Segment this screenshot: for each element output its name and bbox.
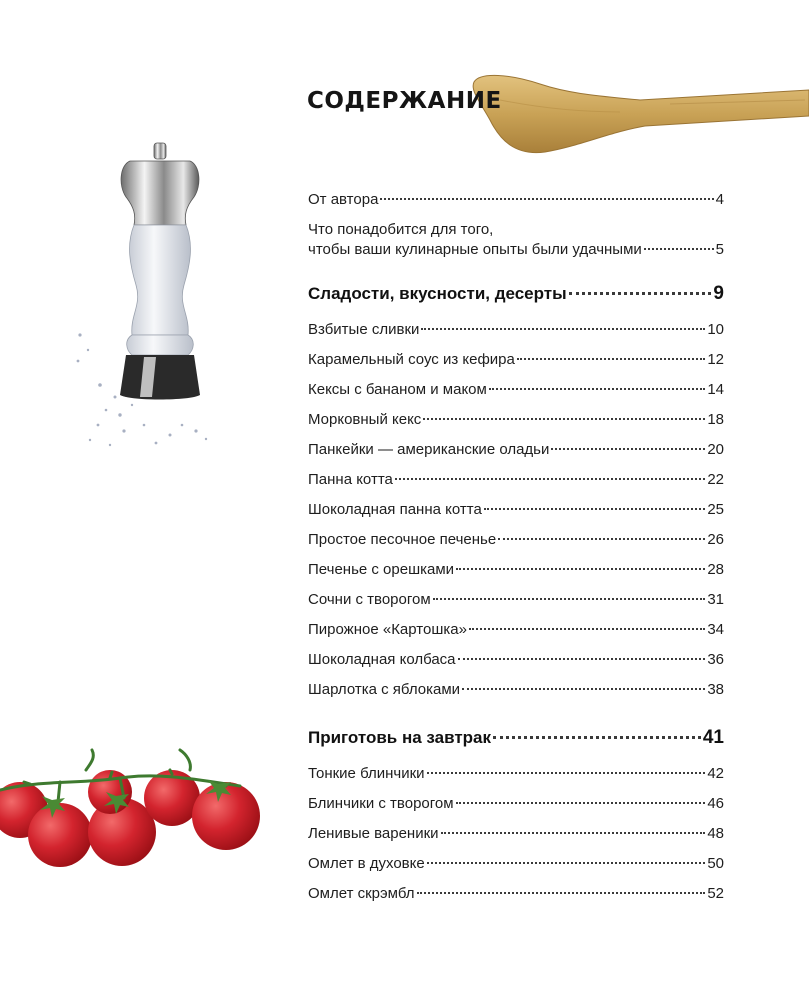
dot-leader xyxy=(380,198,713,200)
toc-page-number: 5 xyxy=(715,241,724,258)
toc-entry[interactable] xyxy=(308,620,724,648)
dot-leader xyxy=(469,628,705,630)
toc-entry[interactable] xyxy=(308,680,724,708)
section-title: Приготовь на завтрак xyxy=(308,728,492,747)
dot-leader xyxy=(644,248,714,250)
table-of-contents xyxy=(308,190,724,914)
toc-page-number: 52 xyxy=(707,885,724,902)
dot-leader xyxy=(569,292,712,295)
toc-entry[interactable] xyxy=(308,560,724,588)
toc-section-heading[interactable] xyxy=(308,728,724,762)
dot-leader xyxy=(427,772,706,774)
dot-leader xyxy=(433,598,706,600)
page-title: СОДЕРЖАНИЕ xyxy=(307,88,502,114)
dot-leader xyxy=(517,358,705,360)
dot-leader xyxy=(427,862,706,864)
toc-page-number: 34 xyxy=(707,621,724,638)
section-title: Сладости, вкусности, десерты xyxy=(308,284,567,303)
dot-leader xyxy=(395,478,705,480)
dot-leader xyxy=(493,736,701,739)
dot-leader xyxy=(498,538,705,540)
toc-entry-label: Омлет в духовке xyxy=(308,855,425,872)
toc-entry-label: Сочни с творогом xyxy=(308,591,431,608)
toc-page-number: 26 xyxy=(707,531,724,548)
toc-entry[interactable] xyxy=(308,320,724,348)
toc-page-number: 20 xyxy=(707,441,724,458)
toc-entry-label: Шоколадная колбаса xyxy=(308,651,456,668)
toc-entry-label: Карамельный соус из кефира xyxy=(308,351,515,368)
toc-entry-label: Простое песочное печенье xyxy=(308,531,497,548)
pepper-grinder-icon xyxy=(60,135,220,455)
toc-entry-label: Шарлотка с яблоками xyxy=(308,681,461,698)
toc-entry-label: Печенье с орешками xyxy=(308,561,455,578)
dot-leader xyxy=(423,418,705,420)
toc-entry-label: Ленивые вареники xyxy=(308,825,439,842)
dot-leader xyxy=(462,688,705,690)
dot-leader xyxy=(456,802,706,804)
dot-leader xyxy=(489,388,705,390)
toc-page-number: 12 xyxy=(707,351,724,368)
toc-entry[interactable] xyxy=(308,220,724,268)
toc-entry-label: Морковный кекс xyxy=(308,411,422,428)
dot-leader xyxy=(456,568,705,570)
toc-page-number: 31 xyxy=(707,591,724,608)
toc-entry-label: Панкейки — американские оладьи xyxy=(308,441,550,458)
dot-leader xyxy=(484,508,706,510)
dot-leader xyxy=(458,658,706,660)
dot-leader xyxy=(551,448,705,450)
toc-entry[interactable] xyxy=(308,794,724,822)
toc-page-number: 41 xyxy=(702,728,724,748)
toc-entry[interactable] xyxy=(308,350,724,378)
toc-entry[interactable] xyxy=(308,190,724,218)
toc-page-number: 46 xyxy=(707,795,724,812)
toc-section-heading[interactable] xyxy=(308,284,724,318)
toc-entry-label-line1: Что понадобится для того, xyxy=(308,221,494,238)
toc-entry-label: Блинчики с творогом xyxy=(308,795,454,812)
toc-page-number: 22 xyxy=(707,471,724,488)
toc-entry-label: Омлет скрэмбл xyxy=(308,885,415,902)
toc-page-number: 42 xyxy=(707,765,724,782)
toc-page-number: 48 xyxy=(707,825,724,842)
toc-entry-label: От автора xyxy=(308,191,379,208)
toc-entry[interactable] xyxy=(308,500,724,528)
toc-entry[interactable] xyxy=(308,470,724,498)
toc-entry[interactable] xyxy=(308,380,724,408)
toc-page-number: 14 xyxy=(707,381,724,398)
toc-page-number: 10 xyxy=(707,321,724,338)
toc-entry[interactable] xyxy=(308,590,724,618)
toc-entry-label: Шоколадная панна котта xyxy=(308,501,482,518)
toc-page-number: 28 xyxy=(707,561,724,578)
dot-leader xyxy=(441,832,706,834)
dot-leader xyxy=(421,328,705,330)
toc-entry[interactable] xyxy=(308,884,724,912)
toc-page-number: 4 xyxy=(715,191,724,208)
toc-entry[interactable] xyxy=(308,440,724,468)
toc-page-number: 25 xyxy=(707,501,724,518)
wooden-spatula-icon xyxy=(470,60,809,160)
toc-entry-label: Пирожное «Картошка» xyxy=(308,621,467,638)
toc-entry-label: Кексы с бананом и маком xyxy=(308,381,487,398)
toc-entry[interactable] xyxy=(308,650,724,678)
toc-entry[interactable] xyxy=(308,530,724,558)
dot-leader xyxy=(417,892,706,894)
toc-page-number: 38 xyxy=(707,681,724,698)
toc-page-number: 36 xyxy=(707,651,724,668)
cherry-tomatoes-icon xyxy=(0,740,270,880)
toc-entry[interactable] xyxy=(308,854,724,882)
toc-entry-label: Тонкие блинчики xyxy=(308,765,425,782)
toc-entry[interactable] xyxy=(308,410,724,438)
toc-page-number: 18 xyxy=(707,411,724,428)
toc-page-number: 9 xyxy=(713,284,724,304)
toc-entry-label: Панна котта xyxy=(308,471,393,488)
toc-page-number: 50 xyxy=(707,855,724,872)
toc-entry-label: Взбитые сливки xyxy=(308,321,420,338)
toc-entry-label-line2: чтобы ваши кулинарные опыты были удачными xyxy=(308,241,642,258)
toc-entry[interactable] xyxy=(308,824,724,852)
toc-entry[interactable] xyxy=(308,764,724,792)
